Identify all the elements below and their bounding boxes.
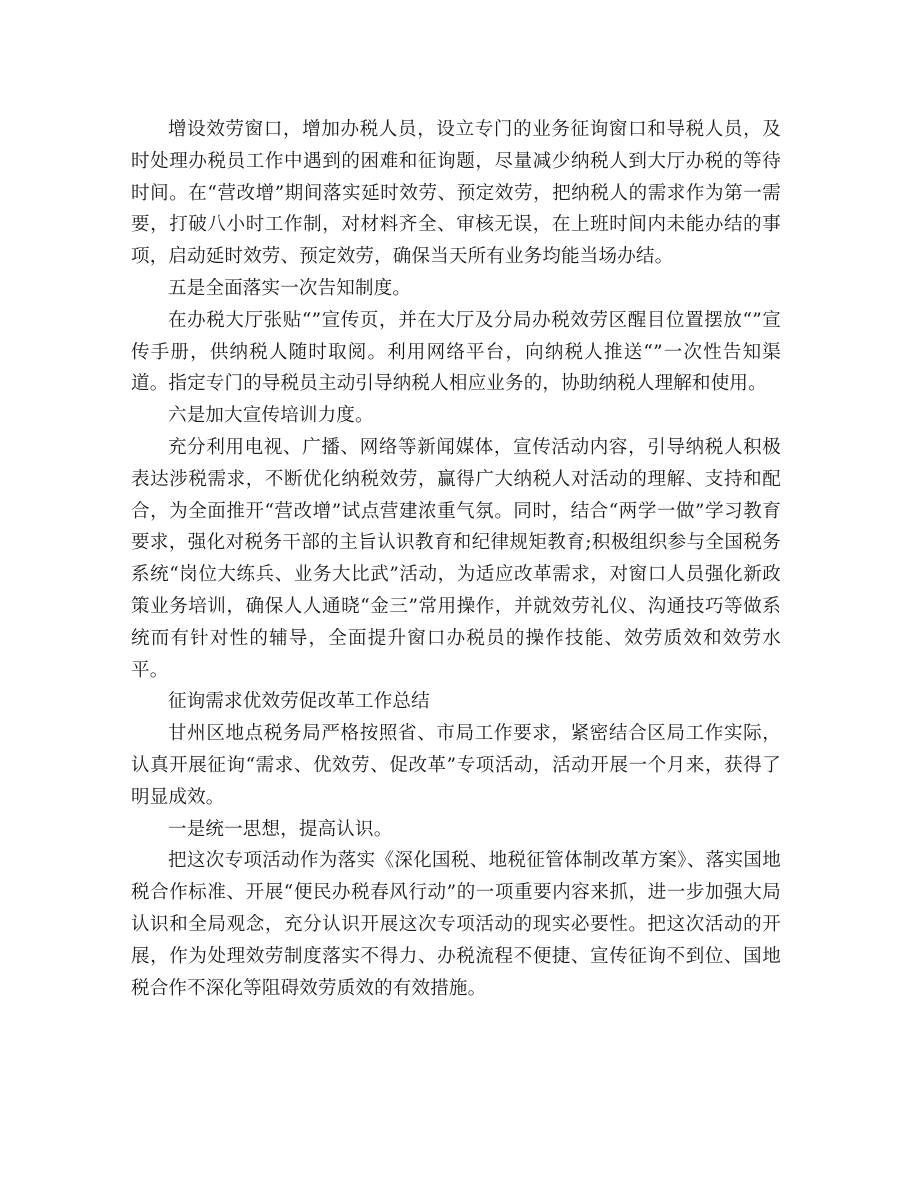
paragraph-unify-thinking: 把这次专项活动作为落实《深化国税、地税征管体制改革方案》、落实国地税合作标准、开展“便民办税春风行动”的一项重要内容来抓，进一步加强大局认识和全局观念，充分认识开展这次专项活动的现实必要性。把这次活动的开展，作为处理效劳制度落实不得力、办税流程不便捷、宣传征询不到位、国地税合作不深化等阻碍效劳质效的有效措施。 [131,850,781,999]
paragraph-publicity-training: 充分利用电视、广播、网络等新闻媒体，宣传活动内容，引导纳税人积极表达涉税需求，不断优化纳税效劳，赢得广大纳税人对活动的理解、支持和配合，为全面推开“营改增”试点营建浓重气氛。同时，结合“两学一做”学习教育要求，强化对税务干部的主旨认识教育和纪律规矩教育;积极组织参与全国税务系统“岗位大练兵、业务大比武”活动，为适应改革需求，对窗口人员强化新政策业务培训，确保人人通晓“金三”常用操作，并就效劳礼仪、沟通技巧等做系统而有针对性的辅导，全面提升窗口办税员的操作技能、效劳质效和效劳水平。 [131,436,781,681]
document-body [131,114,781,1004]
heading-notification-system: 五是全面落实一次告知制度。 [168,277,412,299]
paragraph-notification-system: 在办税大厅张贴“”宣传页，并在大厅及分局办税效劳区醒目位置摆放“”宣传手册，供纳税人随时取阅。利用网络平台，向纳税人推送“”一次性告知渠道。指定专门的导税员主动引导纳税人相应业务的，协助纳税人理解和使用。 [131,309,781,395]
heading-publicity-training: 六是加大宣传培训力度。 [168,405,374,427]
paragraph-summary-intro: 甘州区地点税务局严格按照省、市局工作要求，紧密结合区局工作实际，认真开展征询“需求、优效劳、促改革”专项活动，活动开展一个月来，获得了明显成效。 [131,723,781,808]
heading-unify-thinking: 一是统一思想，提高认识。 [168,818,393,840]
paragraph-service-windows: 增设效劳窗口，增加办税人员，设立专门的业务征询窗口和导税人员，及时处理办税员工作中遇到的困难和征询题，尽量减少纳税人到大厅办税的等待时间。在“营改增”期间落实延时效劳、预定效劳，把纳税人的需求作为第一需要，打破八小时工作制，对材料齐全、审核无误，在上班时间内未能办结的事项，启动延时效劳、预定效劳，确保当天所有业务均能当场办结。 [131,119,781,268]
section-title-summary: 征询需求优效劳促改革工作总结 [168,691,430,713]
